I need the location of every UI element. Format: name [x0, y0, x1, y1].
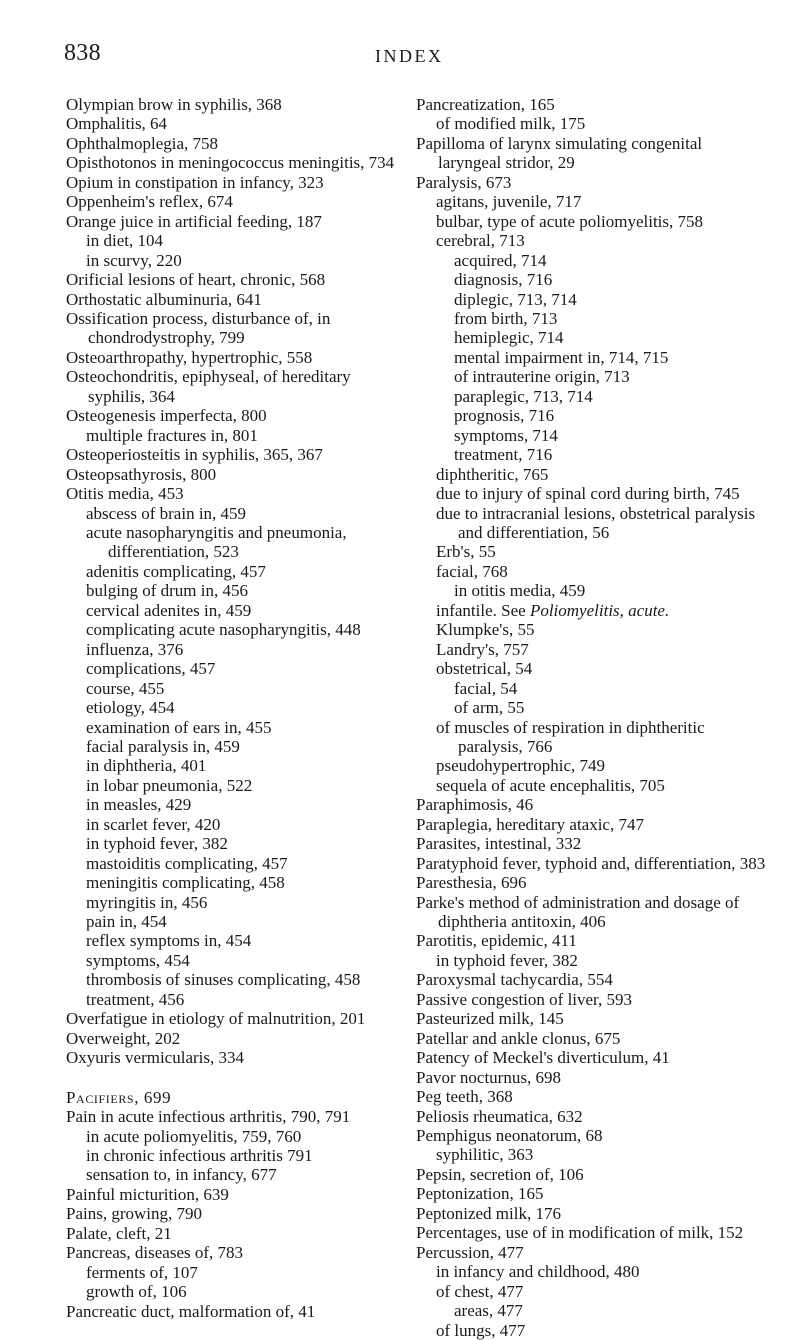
- index-subentry: in infancy and childhood, 480: [436, 1262, 640, 1282]
- index-entry: Percentages, use of in modification of milk, 152: [416, 1223, 744, 1243]
- index-subentry: in diphtheria, 401: [86, 756, 207, 776]
- index-subentry: obstetrical, 54: [436, 659, 533, 679]
- index-entry: Pancreas, diseases of, 783: [66, 1243, 244, 1263]
- index-subentry: examination of ears in, 455: [86, 717, 272, 737]
- index-entry: Pepsin, secretion of, 106: [416, 1164, 584, 1184]
- index-subentry: influenza, 376: [86, 639, 184, 659]
- index-subentry: in typhoid fever, 382: [436, 950, 578, 970]
- index-subentry: in scurvy, 220: [86, 250, 182, 270]
- index-entry: Passive congestion of liver, 593: [416, 989, 633, 1009]
- index-subentry: of intrauterine origin, 713: [454, 367, 630, 387]
- index-subentry: due to injury of spinal cord during birth, 745: [436, 484, 740, 504]
- index-subentry: complicating acute nasopharyngitis, 448: [86, 620, 361, 640]
- index-subentry: diplegic, 713, 714: [454, 289, 577, 309]
- index-subentry: complications, 457: [86, 659, 216, 679]
- index-entry: Paroxysmal tachycardia, 554: [416, 970, 613, 990]
- index-entry: Osteopsathyrosis, 800: [66, 464, 217, 484]
- index-subentry: syphilitic, 363: [436, 1145, 534, 1165]
- index-subentry: abscess of brain in, 459: [86, 503, 247, 523]
- index-entry: Pasteurized milk, 145: [416, 1009, 564, 1029]
- index-entry: Parasites, intestinal, 332: [416, 834, 582, 854]
- index-subentry: bulbar, type of acute poliomyelitis, 758: [436, 211, 704, 231]
- index-subentry: thrombosis of sinuses complicating, 458: [86, 970, 361, 990]
- page-number: 838: [64, 40, 101, 66]
- index-subentry: Landry's, 757: [436, 639, 529, 659]
- index-entry: Pancreatization, 165: [416, 95, 555, 114]
- index-entry: Pain in acute infectious arthritis, 790, 791: [66, 1107, 351, 1127]
- index-subentry: infantile. See Poliomyelitis, acute.: [436, 600, 670, 620]
- index-entry: Osteogenesis imperfecta, 800: [66, 406, 267, 426]
- index-subentry: of lungs, 477: [436, 1320, 526, 1340]
- index-entry: Opisthotonos in meningococcus meningitis, 734: [66, 153, 395, 173]
- index-entry: Peptonized milk, 176: [416, 1203, 561, 1223]
- page-title: INDEX: [375, 46, 444, 66]
- index-column-right: [416, 95, 766, 1340]
- index-subentry: of arm, 55: [454, 698, 525, 718]
- index-column-left: [66, 95, 411, 1321]
- index-subentry: hemiplegic, 714: [454, 328, 564, 348]
- index-subentry: symptoms, 714: [454, 425, 558, 445]
- index-entry: Paraphimosis, 46: [416, 795, 534, 815]
- index-subentry: bulging of drum in, 456: [86, 581, 248, 601]
- index-entry: Pemphigus neonatorum, 68: [416, 1126, 603, 1146]
- index-subentry: etiology, 454: [86, 698, 175, 718]
- index-subentry: of modified milk, 175: [436, 114, 586, 134]
- index-entry: Pains, growing, 790: [66, 1204, 202, 1224]
- index-subentry: in diet, 104: [86, 231, 163, 251]
- index-entry: Paraplegia, hereditary ataxic, 747: [416, 814, 644, 834]
- index-subentry: myringitis in, 456: [86, 892, 208, 912]
- index-subentry: treatment, 456: [86, 989, 185, 1009]
- index-subentry: in otitis media, 459: [454, 581, 586, 601]
- index-subentry: in measles, 429: [86, 795, 192, 815]
- index-subentry: in chronic infectious arthritis 791: [86, 1146, 313, 1166]
- index-entry: Opium in constipation in infancy, 323: [66, 172, 324, 192]
- index-entry: Patency of Meckel's diverticulum, 41: [416, 1048, 670, 1068]
- index-subentry: in typhoid fever, 382: [86, 834, 228, 854]
- index-entry: Peptonization, 165: [416, 1184, 544, 1204]
- index-entry: Oxyuris vermicularis, 334: [66, 1048, 244, 1068]
- index-subentry: acquired, 714: [454, 250, 547, 270]
- index-subentry: due to intracranial lesions, obstetrical paralysis and differentiation, 56: [436, 503, 756, 542]
- index-subentry: of chest, 477: [436, 1281, 524, 1301]
- index-entry: Osteoperiosteitis in syphilis, 365, 367: [66, 445, 323, 465]
- index-entry: Overfatigue in etiology of malnutrition, 201: [66, 1009, 366, 1029]
- index-subentry: treatment, 716: [454, 445, 553, 465]
- index-subentry: agitans, juvenile, 717: [436, 192, 582, 212]
- index-entry: Palate, cleft, 21: [66, 1223, 172, 1243]
- index-entry: Paresthesia, 696: [416, 873, 527, 893]
- index-entry: Orange juice in artificial feeding, 187: [66, 211, 322, 231]
- index-subentry: adenitis complicating, 457: [86, 561, 266, 581]
- page-header: [0, 30, 800, 70]
- index-entry: Ossification process, disturbance of, in chondrodystrophy, 799: [66, 308, 331, 348]
- index-entry: Osteochondritis, epiphyseal, of hereditary syphilis, 364: [66, 367, 351, 406]
- index-entry: Olympian brow in syphilis, 368: [66, 95, 282, 114]
- index-subentry: ferments of, 107: [86, 1262, 198, 1282]
- index-entry: Orthostatic albuminuria, 641: [66, 289, 262, 309]
- index-subentry: in acute poliomyelitis, 759, 760: [86, 1126, 302, 1146]
- index-entry: Pancreatic duct, malformation of, 41: [66, 1301, 316, 1321]
- index-entry: Orificial lesions of heart, chronic, 568: [66, 270, 326, 290]
- index-subentry: multiple fractures in, 801: [86, 425, 258, 445]
- index-subentry: areas, 477: [454, 1301, 523, 1321]
- index-entry: Otitis media, 453: [66, 484, 184, 504]
- index-subentry: symptoms, 454: [86, 950, 190, 970]
- index-subentry: Erb's, 55: [436, 542, 496, 562]
- index-subentry: reflex symptoms in, 454: [86, 931, 252, 951]
- index-entry: Painful micturition, 639: [66, 1184, 229, 1204]
- index-subentry: course, 455: [86, 678, 165, 698]
- index-subentry: mental impairment in, 714, 715: [454, 347, 669, 367]
- index-subentry: mastoiditis complicating, 457: [86, 853, 288, 873]
- index-subentry: sensation to, in infancy, 677: [86, 1165, 277, 1185]
- index-entry: Papilloma of larynx simulating congenital laryngeal stridor, 29: [416, 133, 703, 173]
- index-entry: Omphalitis, 64: [66, 114, 168, 134]
- index-subentry: diagnosis, 716: [454, 270, 553, 290]
- index-entry: Paratyphoid fever, typhoid and, differentiation, 383: [416, 853, 766, 873]
- index-entry: Overweight, 202: [66, 1028, 181, 1048]
- index-entry: Parotitis, epidemic, 411: [416, 931, 577, 951]
- index-entry: Oppenheim's reflex, 674: [66, 192, 233, 212]
- index-subentry: pain in, 454: [86, 912, 167, 932]
- index-entry: Pacifiers, 699: [66, 1087, 172, 1107]
- index-subentry: in lobar pneumonia, 522: [86, 775, 253, 795]
- index-subentry: sequela of acute encephalitis, 705: [436, 775, 665, 795]
- index-subentry: acute nasopharyngitis and pneumonia, differentiation, 523: [86, 522, 347, 562]
- index-subentry: from birth, 713: [454, 308, 558, 328]
- index-entry: Patellar and ankle clonus, 675: [416, 1028, 621, 1048]
- index-entry: Pavor nocturnus, 698: [416, 1067, 561, 1087]
- index-entry: Peg teeth, 368: [416, 1087, 513, 1107]
- index-subentry: growth of, 106: [86, 1282, 187, 1302]
- index-entry: Paralysis, 673: [416, 172, 512, 192]
- index-subentry: facial, 768: [436, 561, 508, 581]
- index-subentry: paraplegic, 713, 714: [454, 386, 593, 406]
- index-subentry: facial, 54: [454, 678, 518, 698]
- index-subentry: Klumpke's, 55: [436, 620, 535, 640]
- index-subentry: meningitis complicating, 458: [86, 873, 285, 893]
- index-subentry: in scarlet fever, 420: [86, 814, 221, 834]
- index-subentry: diphtheritic, 765: [436, 464, 549, 484]
- index-entry: Percussion, 477: [416, 1242, 524, 1262]
- index-subentry: cerebral, 713: [436, 231, 525, 251]
- index-subentry: facial paralysis in, 459: [86, 736, 240, 756]
- index-entry: Parke's method of administration and dosage of diphtheria antitoxin, 406: [416, 892, 740, 932]
- index-subentry: cervical adenites in, 459: [86, 600, 252, 620]
- index-subentry: prognosis, 716: [454, 406, 555, 426]
- index-subentry: pseudohypertrophic, 749: [436, 756, 606, 776]
- index-entry: Peliosis rheumatica, 632: [416, 1106, 583, 1126]
- index-entry: Ophthalmoplegia, 758: [66, 133, 219, 153]
- index-subentry: of muscles of respiration in diphtheritic paralysis, 766: [436, 717, 705, 756]
- index-entry: Osteoarthropathy, hypertrophic, 558: [66, 347, 313, 367]
